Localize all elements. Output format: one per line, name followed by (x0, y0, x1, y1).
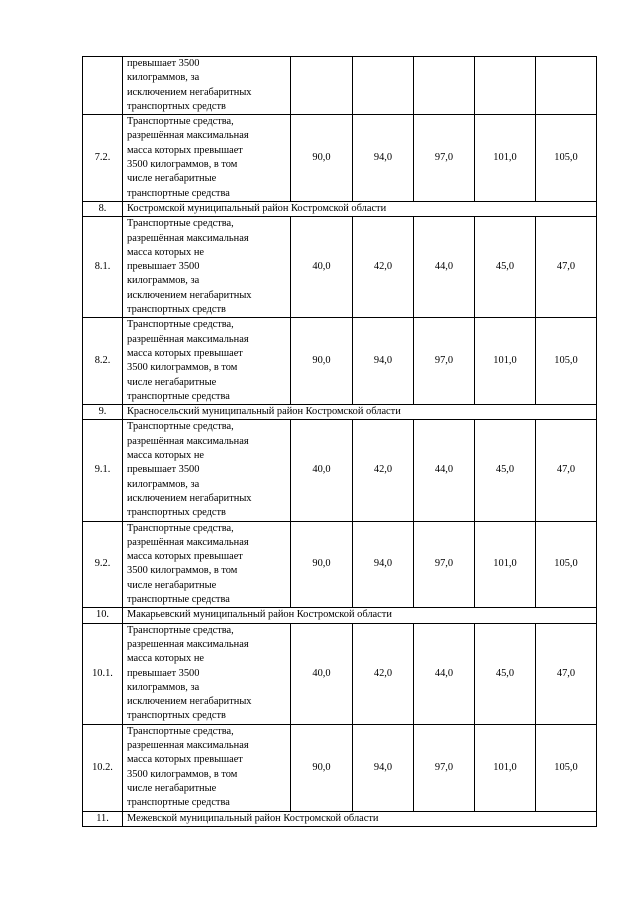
value-cell (536, 57, 597, 115)
row-number: 9.1. (83, 420, 123, 521)
row-number: 11. (83, 811, 123, 826)
description-line: транспортные средства (127, 594, 230, 606)
description-line: масса которых не (127, 246, 204, 258)
district-name: Костромской муниципальный район Костромской области (123, 201, 597, 216)
value-cell (291, 57, 353, 115)
row-number: 8.2. (83, 318, 123, 405)
value-cell: 90,0 (291, 724, 353, 811)
description-line: разрешённая максимальная (127, 435, 249, 447)
description-line: превышает 3500 (127, 58, 200, 69)
value-cell: 40,0 (291, 217, 353, 318)
district-row (83, 201, 597, 216)
description-line: разрешённая максимальная (127, 232, 249, 244)
row-number: 9.2. (83, 521, 123, 608)
description-line: масса которых превышает (127, 551, 243, 563)
value-cell: 105,0 (536, 521, 597, 608)
description-line: 3500 килограммов, в том (127, 362, 238, 374)
vehicle-category-description (123, 521, 291, 608)
value-cell: 90,0 (291, 521, 353, 608)
district-name: Межевской муниципальный район Костромской области (123, 811, 597, 826)
value-cell: 94,0 (353, 521, 414, 608)
description-line: Транспортные средства, (127, 725, 234, 737)
row-number: 9. (83, 405, 123, 420)
value-cell: 47,0 (536, 623, 597, 724)
table-row (83, 420, 597, 521)
description-line: транспортных средств (127, 304, 226, 316)
district-row (83, 405, 597, 420)
value-cell: 40,0 (291, 623, 353, 724)
value-cell (475, 57, 536, 115)
vehicle-category-description (123, 623, 291, 724)
description-line: килограммов, за (127, 275, 200, 287)
description-line: превышает 3500 (127, 261, 200, 273)
description-line: килограммов, за (127, 478, 200, 490)
vehicle-category-description (123, 724, 291, 811)
description-line: 3500 килограммов, в том (127, 565, 238, 577)
value-cell: 44,0 (414, 217, 475, 318)
value-cell: 44,0 (414, 623, 475, 724)
value-cell: 97,0 (414, 318, 475, 405)
description-line: транспортных средств (127, 100, 226, 112)
value-cell: 105,0 (536, 724, 597, 811)
value-cell: 97,0 (414, 521, 475, 608)
description-line: исключением негабаритных (127, 86, 252, 98)
table-row (83, 57, 597, 115)
description-line: числе негабаритные (127, 782, 217, 794)
description-line: исключением негабаритных (127, 289, 252, 301)
value-cell: 40,0 (291, 420, 353, 521)
description-line: разрешённая максимальная (127, 333, 249, 345)
description-line: Транспортные средства, (127, 522, 234, 534)
description-line: разрешённая максимальная (127, 536, 249, 548)
value-cell: 42,0 (353, 623, 414, 724)
description-line: исключением негабаритных (127, 696, 252, 708)
description-line: масса которых превышает (127, 754, 243, 766)
description-line: превышает 3500 (127, 464, 200, 476)
row-number: 8. (83, 201, 123, 216)
table-row (83, 115, 597, 202)
table-row (83, 724, 597, 811)
table-row (83, 217, 597, 318)
description-line: исключением негабаритных (127, 492, 252, 504)
description-line: масса которых не (127, 653, 204, 665)
value-cell: 45,0 (475, 217, 536, 318)
value-cell: 97,0 (414, 724, 475, 811)
description-line: числе негабаритные (127, 376, 217, 388)
vehicle-category-description (123, 318, 291, 405)
table-row (83, 623, 597, 724)
description-line: 3500 килограммов, в том (127, 159, 238, 171)
value-cell: 42,0 (353, 217, 414, 318)
value-cell: 42,0 (353, 420, 414, 521)
table-row (83, 318, 597, 405)
value-cell: 105,0 (536, 318, 597, 405)
description-line: превышает 3500 (127, 667, 200, 679)
description-line: Транспортные средства, (127, 319, 234, 331)
value-cell: 105,0 (536, 115, 597, 202)
description-line: масса которых превышает (127, 347, 243, 359)
tariff-table (82, 56, 597, 827)
vehicle-category-description (123, 420, 291, 521)
description-line: разрешённая максимальная (127, 130, 249, 142)
description-line: транспортные средства (127, 187, 230, 199)
row-number: 10.2. (83, 724, 123, 811)
description-line: масса которых превышает (127, 144, 243, 156)
description-line: транспортных средств (127, 710, 226, 722)
value-cell: 90,0 (291, 115, 353, 202)
value-cell: 101,0 (475, 115, 536, 202)
value-cell (414, 57, 475, 115)
description-line: Транспортные средства, (127, 421, 234, 433)
value-cell: 94,0 (353, 318, 414, 405)
row-number: 10. (83, 608, 123, 623)
value-cell: 94,0 (353, 115, 414, 202)
district-name: Красносельский муниципальный район Костромской области (123, 405, 597, 420)
value-cell: 101,0 (475, 521, 536, 608)
description-line: транспортные средства (127, 797, 230, 809)
vehicle-category-description (123, 57, 291, 115)
value-cell: 90,0 (291, 318, 353, 405)
district-name: Макарьевский муниципальный район Костромской области (123, 608, 597, 623)
description-line: масса которых не (127, 450, 204, 462)
row-number: 7.2. (83, 115, 123, 202)
vehicle-category-description (123, 217, 291, 318)
description-line: разрешенная максимальная (127, 638, 249, 650)
description-line: разрешенная максимальная (127, 740, 249, 752)
value-cell: 45,0 (475, 420, 536, 521)
table-row (83, 521, 597, 608)
description-line: транспортные средства (127, 390, 230, 402)
value-cell: 94,0 (353, 724, 414, 811)
description-line: Транспортные средства, (127, 116, 234, 128)
value-cell: 47,0 (536, 217, 597, 318)
row-number: 10.1. (83, 623, 123, 724)
value-cell: 101,0 (475, 318, 536, 405)
value-cell (353, 57, 414, 115)
row-number: 8.1. (83, 217, 123, 318)
description-line: Транспортные средства, (127, 624, 234, 636)
description-line: килограммов, за (127, 72, 200, 84)
description-line: 3500 килограммов, в том (127, 768, 238, 780)
district-row (83, 811, 597, 826)
vehicle-category-description (123, 115, 291, 202)
description-line: числе негабаритные (127, 173, 217, 185)
value-cell: 97,0 (414, 115, 475, 202)
value-cell: 44,0 (414, 420, 475, 521)
value-cell: 45,0 (475, 623, 536, 724)
description-line: транспортных средств (127, 507, 226, 519)
description-line: числе негабаритные (127, 579, 217, 591)
table-body (83, 57, 597, 827)
description-line: Транспортные средства, (127, 218, 234, 230)
row-number (83, 57, 123, 115)
value-cell: 101,0 (475, 724, 536, 811)
description-line: килограммов, за (127, 681, 200, 693)
district-row (83, 608, 597, 623)
value-cell: 47,0 (536, 420, 597, 521)
